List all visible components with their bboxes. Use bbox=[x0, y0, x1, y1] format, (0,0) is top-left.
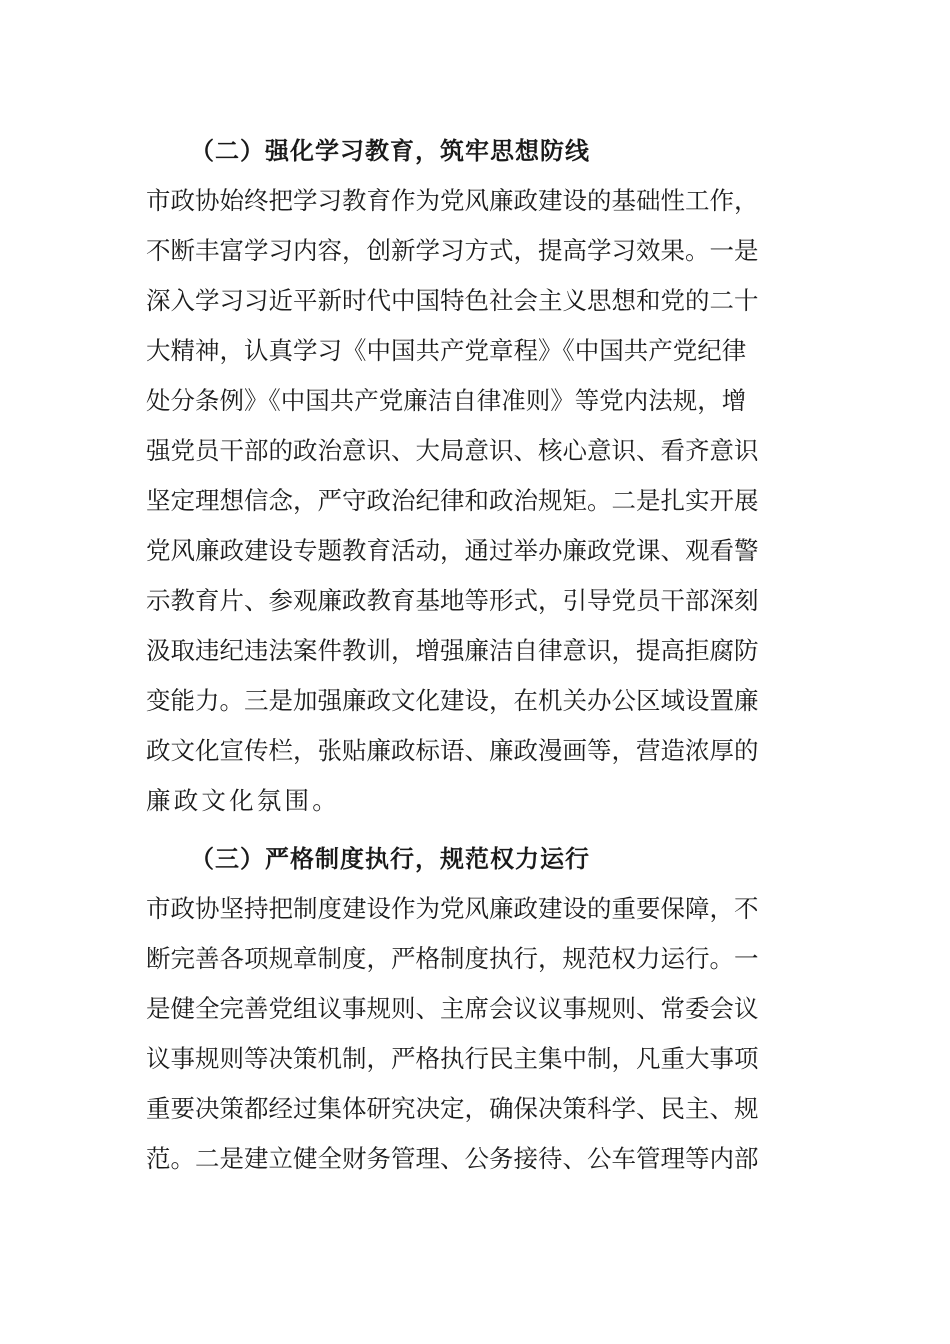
paragraph-line: 廉政文化氛围。 bbox=[146, 786, 340, 815]
paragraph-line: 深入学习习近平新时代中国特色社会主义思想和党的二十 bbox=[146, 286, 759, 315]
paragraph-line: 党风廉政建设专题教育活动，通过举办廉政党课、观看警 bbox=[146, 536, 759, 565]
section-heading-3: （三）严格制度执行，规范权力运行 bbox=[190, 845, 590, 873]
paragraph-line: 变能力。三是加强廉政文化建设，在机关办公区域设置廉 bbox=[146, 686, 759, 715]
paragraph-line: 大精神，认真学习《中国共产党章程》《中国共产党纪律 bbox=[146, 336, 747, 365]
paragraph-line: 示教育片、参观廉政教育基地等形式，引导党员干部深刻 bbox=[146, 586, 759, 615]
paragraph-line: 政文化宣传栏，张贴廉政标语、廉政漫画等，营造浓厚的 bbox=[146, 736, 759, 765]
paragraph-line: 是健全完善党组议事规则、主席会议议事规则、常委会议 bbox=[146, 994, 759, 1023]
paragraph-line: 范。二是建立健全财务管理、公务接待、公车管理等内部 bbox=[146, 1144, 759, 1173]
paragraph-line: 市政协坚持把制度建设作为党风廉政建设的重要保障，不 bbox=[146, 894, 759, 923]
paragraph-line: 汲取违纪违法案件教训，增强廉洁自律意识，提高拒腐防 bbox=[146, 636, 759, 665]
paragraph-line: 强党员干部的政治意识、大局意识、核心意识、看齐意识 bbox=[146, 436, 759, 465]
paragraph-line: 市政协始终把学习教育作为党风廉政建设的基础性工作， bbox=[146, 186, 759, 215]
section-heading-2: （二）强化学习教育，筑牢思想防线 bbox=[190, 137, 590, 165]
paragraph-line: 断完善各项规章制度，严格制度执行，规范权力运行。一 bbox=[146, 944, 759, 973]
paragraph-line: 不断丰富学习内容，创新学习方式，提高学习效果。一是 bbox=[146, 236, 759, 265]
paragraph-line: 议事规则等决策机制，严格执行民主集中制，凡重大事项 bbox=[146, 1044, 759, 1073]
paragraph-line: 处分条例》《中国共产党廉洁自律准则》等党内法规，增 bbox=[146, 386, 747, 415]
paragraph-line: 重要决策都经过集体研究决定，确保决策科学、民主、规 bbox=[146, 1094, 759, 1123]
paragraph-line: 坚定理想信念，严守政治纪律和政治规矩。二是扎实开展 bbox=[146, 486, 759, 515]
